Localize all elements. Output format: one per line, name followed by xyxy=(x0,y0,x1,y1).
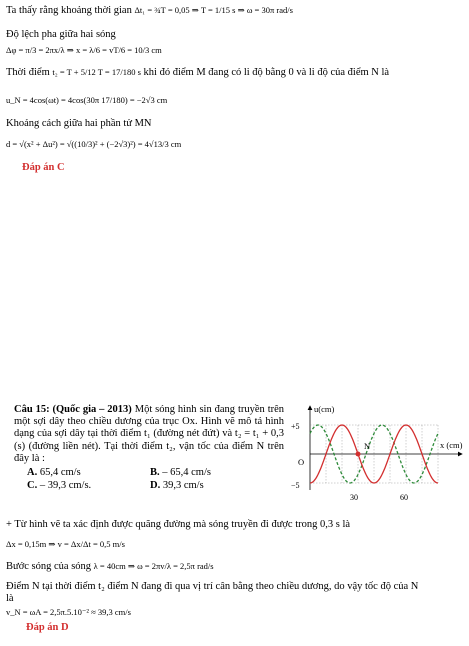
option-a xyxy=(27,467,81,479)
sol1-line4-math: t₂ = T + 5/12 T = 17/180 s xyxy=(52,67,141,77)
sol1-line4-text-b: khi đó điểm M đang có li độ bằng 0 và li độ của điểm N là xyxy=(143,67,390,78)
option-b xyxy=(150,467,211,479)
option-c-text: – 39,3 cm/s. xyxy=(39,480,92,491)
option-a-key: A. xyxy=(27,467,38,478)
option-b-text: – 65,4 cm/s xyxy=(162,467,211,478)
option-d-text: 39,3 cm/s xyxy=(162,480,204,491)
option-d xyxy=(150,480,204,492)
sol2-line5: là xyxy=(6,593,14,604)
question-label: Câu 15: (Quốc gia – 2013) xyxy=(14,404,132,415)
x-tick-30: 30 xyxy=(350,493,358,502)
x-axis-label: x (cm) xyxy=(440,440,463,450)
sol2-line3-text: Bước sóng của sóng xyxy=(6,561,92,572)
option-b-key: B. xyxy=(150,467,160,478)
sol2-line3-math: λ = 40cm ⇒ ω = 2πv/λ = 2,5π rad/s xyxy=(93,561,214,571)
origin-label: O xyxy=(298,457,305,467)
sol1-line3-math: Δφ = π/3 = 2πx/λ ⇒ x = λ/6 = vT/6 = 10/3 cm xyxy=(6,45,162,55)
option-d-key: D. xyxy=(150,480,161,491)
sol2-line2-math: Δx = 0,15m ⇒ v = Δx/Δt = 0,5 m/s xyxy=(6,539,125,549)
sol2-line6-math: v_N = ωA = 2,5π.5.10⁻² ≈ 39,3 cm/s xyxy=(6,607,131,617)
wave-graph xyxy=(288,402,466,502)
option-c xyxy=(27,480,91,492)
question-15 xyxy=(14,404,284,465)
sol1-line5-math: u_N = 4cos(ωt) = 4cos(30π 17/180) = −2√3 cm xyxy=(6,95,168,105)
x-tick-60: 60 xyxy=(400,493,408,502)
sol1-line1 xyxy=(6,4,293,17)
sol1-line4-text-a: Thời điểm xyxy=(6,67,50,78)
point-n-label: N xyxy=(364,441,371,451)
sol1-line4 xyxy=(6,66,389,79)
option-c-key: C. xyxy=(27,480,38,491)
y-top-label: +5 xyxy=(291,422,300,431)
sol1-line6: Khoảng cách giữa hai phần tử MN xyxy=(6,118,152,129)
sol1-answer: Đáp án C xyxy=(22,162,65,173)
sol1-line1-math: Δt₁ = ¾T = 0,05 ⇒ T = 1/15 s ⇒ ω = 30π rad/s xyxy=(134,5,293,15)
sol2-line3 xyxy=(6,560,214,573)
option-a-text: 65,4 cm/s xyxy=(39,467,81,478)
sol2-line1: + Từ hình vẽ ta xác định được quãng đường mà sóng truyền đi được trong 0,3 s là xyxy=(6,519,351,530)
sol2-answer: Đáp án D xyxy=(26,622,69,633)
sol2-line4: Điểm N tại thời điểm t₂ điểm N đang đi qua vị trí cân bằng theo chiều dương, do vậy tốc độ của N xyxy=(6,581,419,592)
sol1-line1-text: Ta thấy rằng khoảng thời gian xyxy=(6,5,132,16)
sol1-line2: Độ lệch pha giữa hai sóng xyxy=(6,29,116,40)
question-text: Một sóng hình sin đang truyền trên một sợi dây theo chiều dương của trục Ox. Hình vẽ mô tả hình dạng của sợi dây tại thời điểm t₁ (đường nét đứt) và t₂ = t₁ + 0,3 (s) (đường liền nét). Tại thời điểm t₂, vận tốc của điểm N trên đây là : xyxy=(14,404,285,464)
sol1-line7-math: d = √(x² + Δu²) = √((10/3)² + (−2√3)²) = 4√13/3 cm xyxy=(6,139,182,149)
y-bottom-label: −5 xyxy=(291,481,300,490)
point-n xyxy=(356,452,361,457)
y-axis-label: u(cm) xyxy=(314,404,335,414)
